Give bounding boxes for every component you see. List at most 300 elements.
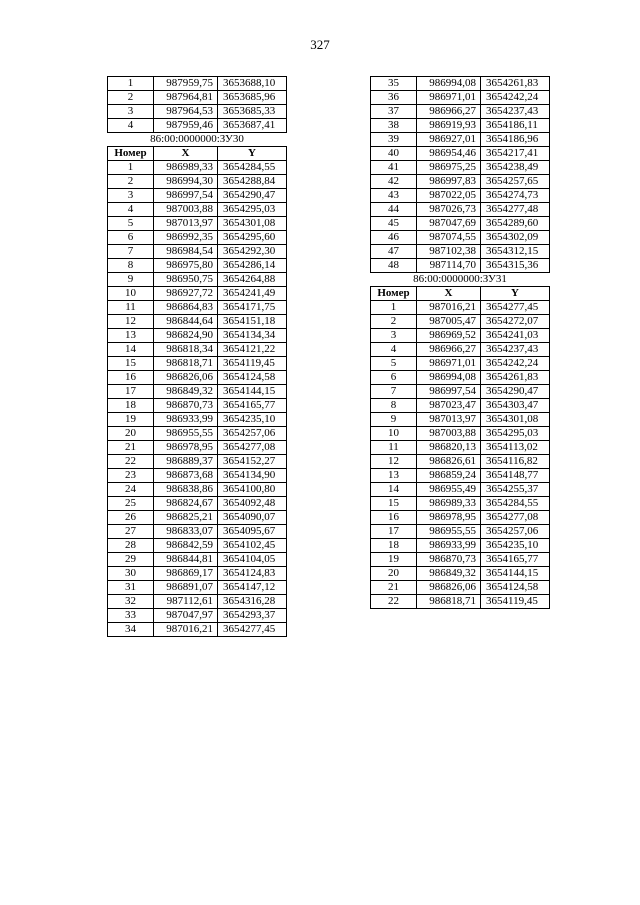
coord-y: 3654286,14 (218, 259, 287, 273)
row-number: 28 (108, 539, 154, 553)
row-number: 48 (371, 259, 417, 273)
coord-x: 986955,49 (417, 483, 481, 497)
row-number: 2 (371, 315, 417, 329)
table-row (108, 609, 287, 623)
table-row (108, 343, 287, 357)
row-number: 12 (108, 315, 154, 329)
table-row (108, 511, 287, 525)
coord-y: 3654302,09 (481, 231, 550, 245)
coord-y: 3654235,10 (218, 413, 287, 427)
coord-x: 986844,64 (154, 315, 218, 329)
table-row (371, 329, 550, 343)
coord-y: 3654090,07 (218, 511, 287, 525)
table-row (371, 525, 550, 539)
coord-y: 3653685,96 (218, 91, 287, 105)
table-row (108, 287, 287, 301)
table-row (108, 623, 287, 637)
row-number: 39 (371, 133, 417, 147)
coord-x: 986825,21 (154, 511, 218, 525)
coord-x: 986984,54 (154, 245, 218, 259)
coord-x: 986826,06 (417, 581, 481, 595)
row-number: 42 (371, 175, 417, 189)
table-row (108, 539, 287, 553)
table-row (108, 175, 287, 189)
right-continued-rows (371, 77, 550, 273)
row-number: 46 (371, 231, 417, 245)
row-number: 4 (108, 203, 154, 217)
coord-y: 3654293,37 (218, 609, 287, 623)
coord-y: 3654165,77 (218, 399, 287, 413)
coord-x: 986826,61 (417, 455, 481, 469)
row-number: 11 (371, 441, 417, 455)
row-number: 4 (108, 119, 154, 133)
table-row (108, 91, 287, 105)
coord-y: 3654241,49 (218, 287, 287, 301)
row-number: 17 (108, 385, 154, 399)
row-number: 16 (371, 511, 417, 525)
row-number: 2 (108, 175, 154, 189)
table-row (108, 161, 287, 175)
coord-y: 3654100,80 (218, 483, 287, 497)
table-row (108, 413, 287, 427)
section-title-row (108, 133, 287, 147)
coord-x: 987003,88 (417, 427, 481, 441)
coord-y: 3654284,55 (481, 497, 550, 511)
left-continued-rows (108, 77, 287, 133)
row-number: 22 (371, 595, 417, 609)
coord-x: 986891,07 (154, 581, 218, 595)
header-y: Y (481, 287, 550, 301)
coord-y: 3654144,15 (218, 385, 287, 399)
coord-y: 3654186,96 (481, 133, 550, 147)
coord-y: 3654116,82 (481, 455, 550, 469)
table-row (108, 567, 287, 581)
table-row (108, 357, 287, 371)
row-number: 14 (371, 483, 417, 497)
coord-y: 3654171,75 (218, 301, 287, 315)
coord-x: 986997,54 (154, 189, 218, 203)
table-row (108, 399, 287, 413)
row-number: 15 (108, 357, 154, 371)
row-number: 21 (108, 441, 154, 455)
coord-x: 986818,34 (154, 343, 218, 357)
coord-y: 3654237,43 (481, 105, 550, 119)
table-row (108, 469, 287, 483)
coord-y: 3653688,10 (218, 77, 287, 91)
row-number: 13 (371, 469, 417, 483)
coord-x: 987114,70 (417, 259, 481, 273)
coord-y: 3654242,24 (481, 357, 550, 371)
table-row (371, 427, 550, 441)
coord-y: 3654124,58 (481, 581, 550, 595)
right-column (370, 76, 550, 609)
header-y: Y (218, 147, 287, 161)
coord-x: 987022,05 (417, 189, 481, 203)
right-section-header (371, 273, 550, 301)
coord-y: 3654301,08 (481, 413, 550, 427)
table-row (108, 77, 287, 91)
table-row (108, 217, 287, 231)
table-row (371, 203, 550, 217)
coord-y: 3654152,27 (218, 455, 287, 469)
coord-x: 987026,73 (417, 203, 481, 217)
coord-x: 986933,99 (154, 413, 218, 427)
coord-x: 986989,33 (154, 161, 218, 175)
coord-y: 3654165,77 (481, 553, 550, 567)
coord-x: 986919,93 (417, 119, 481, 133)
coord-y: 3654095,67 (218, 525, 287, 539)
coord-y: 3654134,34 (218, 329, 287, 343)
coord-x: 986989,33 (417, 497, 481, 511)
coord-x: 986994,08 (417, 77, 481, 91)
table-row (371, 595, 550, 609)
coord-x: 987013,97 (154, 217, 218, 231)
coordinates-table-right (370, 76, 550, 609)
row-number: 10 (371, 427, 417, 441)
coord-x: 986966,27 (417, 343, 481, 357)
row-number: 1 (108, 161, 154, 175)
coord-x: 987964,53 (154, 105, 218, 119)
row-number: 45 (371, 217, 417, 231)
coord-x: 986859,24 (417, 469, 481, 483)
table-row (371, 161, 550, 175)
coord-y: 3654284,55 (218, 161, 287, 175)
coord-y: 3654257,65 (481, 175, 550, 189)
coord-y: 3654277,45 (481, 301, 550, 315)
coord-x: 986844,81 (154, 553, 218, 567)
header-row (371, 287, 550, 301)
section-title-zu30: 86:00:0000000:ЗУ30 (150, 133, 244, 145)
coord-x: 986971,01 (417, 357, 481, 371)
coord-x: 986975,25 (417, 161, 481, 175)
header-num: Номер (108, 147, 154, 161)
table-row (371, 371, 550, 385)
table-row (108, 427, 287, 441)
coord-y: 3654121,22 (218, 343, 287, 357)
row-number: 23 (108, 469, 154, 483)
coord-y: 3654113,02 (481, 441, 550, 455)
table-row (108, 581, 287, 595)
coord-x: 986933,99 (417, 539, 481, 553)
row-number: 5 (371, 357, 417, 371)
table-row (371, 231, 550, 245)
coord-x: 986950,75 (154, 273, 218, 287)
table-row (371, 91, 550, 105)
coord-x: 986818,71 (417, 595, 481, 609)
coord-x: 986975,80 (154, 259, 218, 273)
row-number: 41 (371, 161, 417, 175)
table-row (371, 189, 550, 203)
coord-x: 986966,27 (417, 105, 481, 119)
coord-y: 3654295,03 (481, 427, 550, 441)
row-number: 36 (371, 91, 417, 105)
row-number: 33 (108, 609, 154, 623)
coord-y: 3654277,48 (481, 203, 550, 217)
coord-y: 3654315,36 (481, 259, 550, 273)
coord-x: 986889,37 (154, 455, 218, 469)
coord-x: 987005,47 (417, 315, 481, 329)
row-number: 15 (371, 497, 417, 511)
coord-y: 3654235,10 (481, 539, 550, 553)
row-number: 2 (108, 91, 154, 105)
coord-y: 3654124,83 (218, 567, 287, 581)
table-row (108, 595, 287, 609)
table-row (108, 273, 287, 287)
coordinates-table-left (107, 76, 287, 637)
coord-x: 987023,47 (417, 399, 481, 413)
table-row (371, 385, 550, 399)
row-number: 18 (108, 399, 154, 413)
row-number: 44 (371, 203, 417, 217)
table-row (371, 77, 550, 91)
coord-x: 986997,54 (417, 385, 481, 399)
coord-y: 3654237,43 (481, 343, 550, 357)
coord-x: 986824,90 (154, 329, 218, 343)
coord-y: 3654288,84 (218, 175, 287, 189)
row-number: 47 (371, 245, 417, 259)
coord-x: 986955,55 (417, 525, 481, 539)
row-number: 31 (108, 581, 154, 595)
row-number: 20 (108, 427, 154, 441)
table-row (371, 343, 550, 357)
left-column (107, 76, 287, 637)
table-row (371, 469, 550, 483)
coord-y: 3654119,45 (481, 595, 550, 609)
row-number: 1 (371, 301, 417, 315)
header-num: Номер (371, 287, 417, 301)
coord-y: 3654272,07 (481, 315, 550, 329)
table-row (371, 539, 550, 553)
coord-y: 3654134,90 (218, 469, 287, 483)
coord-x: 986833,07 (154, 525, 218, 539)
table-row (371, 357, 550, 371)
table-row (371, 259, 550, 273)
table-row (371, 119, 550, 133)
row-number: 8 (371, 399, 417, 413)
row-number: 20 (371, 567, 417, 581)
row-number: 29 (108, 553, 154, 567)
row-number: 24 (108, 483, 154, 497)
coord-x: 986873,68 (154, 469, 218, 483)
coord-x: 986869,17 (154, 567, 218, 581)
coord-y: 3654147,12 (218, 581, 287, 595)
row-number: 5 (108, 217, 154, 231)
table-row (371, 511, 550, 525)
table-row (371, 175, 550, 189)
table-row (108, 301, 287, 315)
section-title-row (371, 273, 550, 287)
table-row (371, 455, 550, 469)
coord-x: 986927,01 (417, 133, 481, 147)
section-title-zu31: 86:00:0000000:ЗУ31 (413, 273, 507, 285)
row-number: 17 (371, 525, 417, 539)
row-number: 13 (108, 329, 154, 343)
row-number: 1 (108, 77, 154, 91)
coord-x: 986994,08 (417, 371, 481, 385)
row-number: 11 (108, 301, 154, 315)
coord-y: 3654242,24 (481, 91, 550, 105)
coord-x: 986838,86 (154, 483, 218, 497)
table-row (371, 581, 550, 595)
coord-x: 986955,55 (154, 427, 218, 441)
table-row (371, 567, 550, 581)
coord-x: 987102,38 (417, 245, 481, 259)
row-number: 7 (108, 245, 154, 259)
row-number: 6 (371, 371, 417, 385)
row-number: 10 (108, 287, 154, 301)
table-row (371, 413, 550, 427)
row-number: 21 (371, 581, 417, 595)
row-number: 4 (371, 343, 417, 357)
page-number: 327 (310, 37, 330, 52)
header-x: X (154, 147, 218, 161)
coord-y: 3654277,08 (218, 441, 287, 455)
coord-y: 3654144,15 (481, 567, 550, 581)
table-row (108, 441, 287, 455)
coord-y: 3654277,08 (481, 511, 550, 525)
coord-x: 987112,61 (154, 595, 218, 609)
table-row (371, 399, 550, 413)
coord-x: 987964,81 (154, 91, 218, 105)
table-row (108, 483, 287, 497)
coord-y: 3654119,45 (218, 357, 287, 371)
coord-x: 986969,52 (417, 329, 481, 343)
table-row (371, 147, 550, 161)
coord-x: 986870,73 (154, 399, 218, 413)
coord-y: 3654312,15 (481, 245, 550, 259)
coord-x: 987003,88 (154, 203, 218, 217)
coord-x: 987074,55 (417, 231, 481, 245)
row-number: 3 (371, 329, 417, 343)
coord-x: 986826,06 (154, 371, 218, 385)
table-row (108, 259, 287, 273)
coord-x: 987959,46 (154, 119, 218, 133)
coord-y: 3654261,83 (481, 77, 550, 91)
row-number: 19 (371, 553, 417, 567)
coord-y: 3654217,41 (481, 147, 550, 161)
coord-x: 986849,32 (417, 567, 481, 581)
coord-y: 3654257,06 (218, 427, 287, 441)
table-row (108, 455, 287, 469)
row-number: 9 (108, 273, 154, 287)
row-number: 30 (108, 567, 154, 581)
row-number: 27 (108, 525, 154, 539)
table-row (371, 497, 550, 511)
table-row (371, 217, 550, 231)
row-number: 3 (108, 189, 154, 203)
coord-x: 987959,75 (154, 77, 218, 91)
coord-x: 986971,01 (417, 91, 481, 105)
coord-y: 3654316,28 (218, 595, 287, 609)
coord-y: 3654290,47 (218, 189, 287, 203)
coord-y: 3654104,05 (218, 553, 287, 567)
coord-x: 986864,83 (154, 301, 218, 315)
coord-y: 3654264,88 (218, 273, 287, 287)
table-row (371, 315, 550, 329)
coord-y: 3654292,30 (218, 245, 287, 259)
row-number: 40 (371, 147, 417, 161)
row-number: 43 (371, 189, 417, 203)
coord-y: 3654289,60 (481, 217, 550, 231)
table-row (371, 301, 550, 315)
table-row (108, 119, 287, 133)
coord-x: 986927,72 (154, 287, 218, 301)
table-row (108, 371, 287, 385)
coord-x: 986824,67 (154, 497, 218, 511)
coord-y: 3653687,41 (218, 119, 287, 133)
coord-x: 987016,21 (154, 623, 218, 637)
table-row (108, 525, 287, 539)
coord-y: 3654295,03 (218, 203, 287, 217)
coord-y: 3654124,58 (218, 371, 287, 385)
coord-x: 986997,83 (417, 175, 481, 189)
coord-x: 986820,13 (417, 441, 481, 455)
row-number: 22 (108, 455, 154, 469)
header-row (108, 147, 287, 161)
coord-y: 3654301,08 (218, 217, 287, 231)
table-row (108, 189, 287, 203)
table-row (108, 231, 287, 245)
row-number: 19 (108, 413, 154, 427)
row-number: 12 (371, 455, 417, 469)
row-number: 6 (108, 231, 154, 245)
coord-y: 3654277,45 (218, 623, 287, 637)
table-row (108, 245, 287, 259)
table-row (108, 203, 287, 217)
coord-y: 3654274,73 (481, 189, 550, 203)
coord-y: 3654092,48 (218, 497, 287, 511)
table-row (108, 553, 287, 567)
table-row (371, 441, 550, 455)
coord-y: 3654255,37 (481, 483, 550, 497)
table-row (108, 385, 287, 399)
left-section-header (108, 133, 287, 161)
table-row (108, 105, 287, 119)
row-number: 26 (108, 511, 154, 525)
coord-x: 986870,73 (417, 553, 481, 567)
coord-x: 986849,32 (154, 385, 218, 399)
table-row (371, 245, 550, 259)
row-number: 8 (108, 259, 154, 273)
left-section-rows (108, 161, 287, 637)
row-number: 3 (108, 105, 154, 119)
coord-y: 3654186,11 (481, 119, 550, 133)
table-row (371, 133, 550, 147)
header-x: X (417, 287, 481, 301)
row-number: 34 (108, 623, 154, 637)
coord-y: 3654102,45 (218, 539, 287, 553)
row-number: 38 (371, 119, 417, 133)
row-number: 25 (108, 497, 154, 511)
coord-y: 3654290,47 (481, 385, 550, 399)
coord-x: 987016,21 (417, 301, 481, 315)
coord-x: 987047,69 (417, 217, 481, 231)
coord-y: 3653685,33 (218, 105, 287, 119)
row-number: 32 (108, 595, 154, 609)
coord-y: 3654295,60 (218, 231, 287, 245)
table-row (108, 329, 287, 343)
coord-y: 3654148,77 (481, 469, 550, 483)
row-number: 37 (371, 105, 417, 119)
coord-x: 986994,30 (154, 175, 218, 189)
coord-x: 986818,71 (154, 357, 218, 371)
coord-y: 3654151,18 (218, 315, 287, 329)
coord-y: 3654257,06 (481, 525, 550, 539)
coord-y: 3654261,83 (481, 371, 550, 385)
row-number: 9 (371, 413, 417, 427)
row-number: 14 (108, 343, 154, 357)
table-row (371, 105, 550, 119)
